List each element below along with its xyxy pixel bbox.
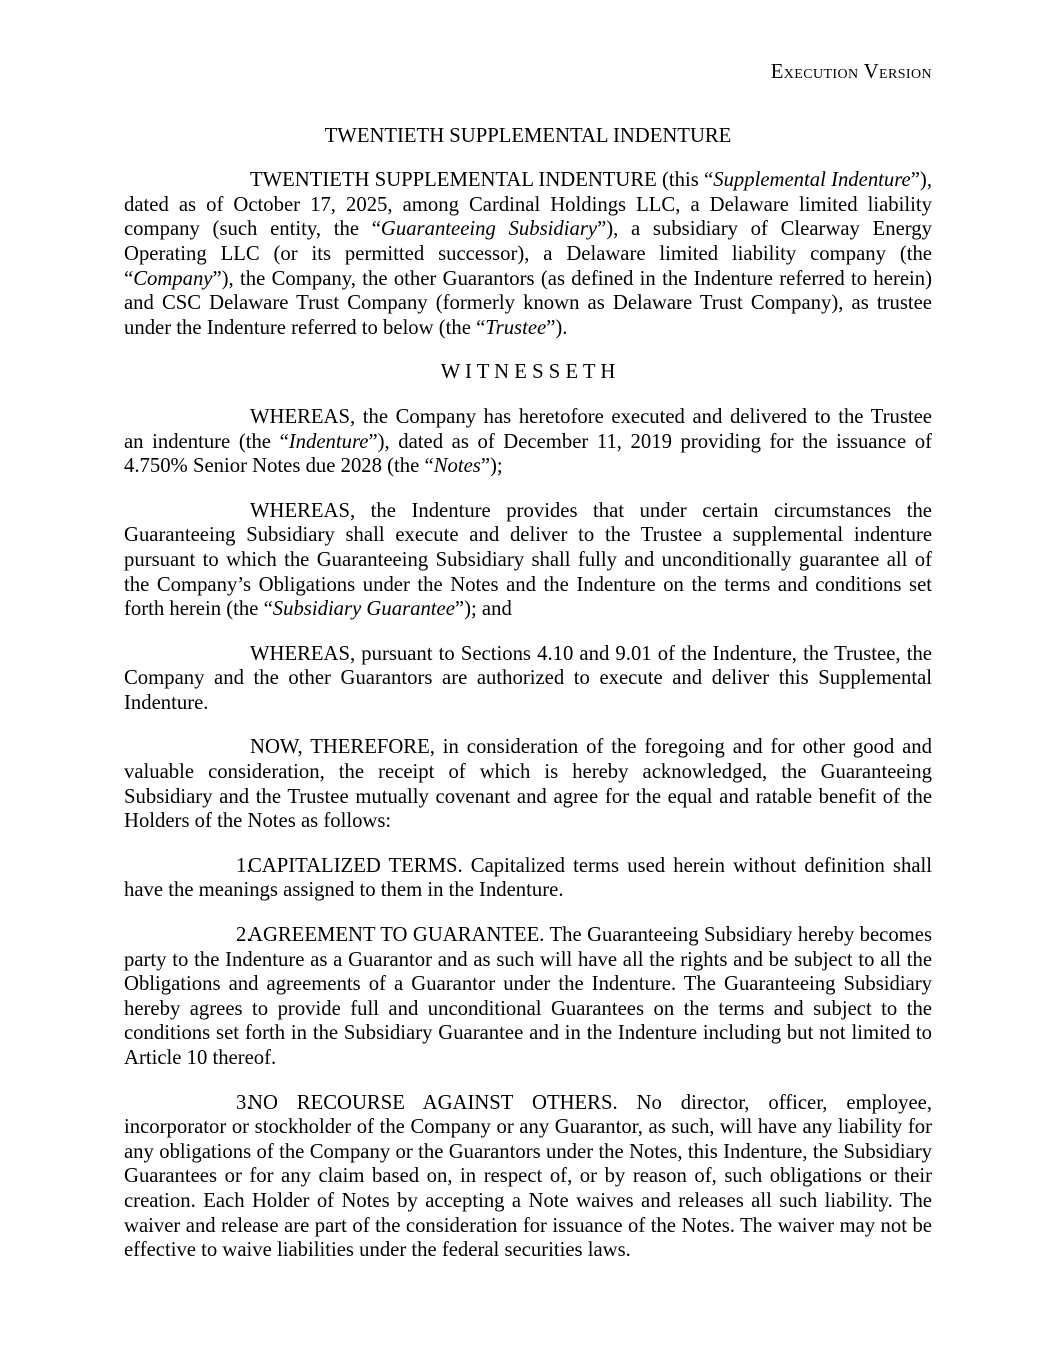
now-therefore-paragraph: NOW, THEREFORE, in consideration of the foregoing and for other good and valuable consideration, the receipt of which is hereby acknowledged, the Guaranteeing Subsidiary and the Trustee mutually covenant and agree for the equal and ratable benefit of the Holders of the Notes as follows: [124,736,932,833]
opening-paragraph: TWENTIETH SUPPLEMENTAL INDENTURE (this “Supplemental Indenture”), dated as of October 17, 2025, among Cardinal Holdings LLC, a Delaware limited liability company (such entity, the “Guaranteeing Subsidiary”), a subsidiary of Clearway Energy Operating LLC (or its permitted successor), a Delaware limited liability company (the “Company”), the Company, the other Guarantors (as defined in the Indenture referred to herein) and CSC Delaware Trust Company (formerly known as Delaware Trust Company), as trustee under the Indenture referred to below (the “Trustee”). [124,169,932,339]
whereas-paragraph-1: WHEREAS, the Company has heretofore executed and delivered to the Trustee an indenture (the “Indenture”), dated as of December 11, 2019 providing for the issuance of 4.750% Senior Notes due 2028 (the “Notes”); [124,405,933,478]
section-3-no-recourse-against-others: 3.NO RECOURSE AGAINST OTHERS. No director, officer, employee, incorporator or stockholder of the Company or any Guarantor, as such, will have any liability for any obligations of the Company or the Guarantors under the Notes, this Indenture, the Subsidiary Guarantees or for any claim based on, in respect of, or by reason of, such obligations or their creation. Each Holder of Notes by accepting a Note waives and releases all such liability. The waiver and release are part of the consideration for issuance of the Notes. The waiver may not be effective to waive liabilities under the federal securities laws. [124,1091,932,1262]
whereas-paragraph-2: WHEREAS, the Indenture provides that under certain circumstances the Guaranteeing Subsidiary shall execute and deliver to the Trustee a supplemental indenture pursuant to which the Guaranteeing Subsidiary shall fully and unconditionally guarantee all of the Company’s Obligations under the Notes and the Indenture on the terms and conditions set forth herein (the “Subsidiary Guarantee”); and [124,499,932,621]
document-title: TWENTIETH SUPPLEMENTAL INDENTURE [324,124,732,147]
section-3-no-recourse-against-others-number: 3. [236,1091,252,1114]
execution-version-label: Execution Version [770,61,932,83]
section-1-capitalized-terms: 1.CAPITALIZED TERMS. Capitalized terms used herein without definition shall have the meanings assigned to them in the Indenture. [124,854,932,902]
section-1-capitalized-terms-number: 1. [236,854,252,877]
section-2-agreement-to-guarantee: 2.AGREEMENT TO GUARANTEE. The Guaranteeing Subsidiary hereby becomes party to the Indenture as a Guarantor and as such will have all the rights and be subject to all the Obligations and agreements of a Guarantor under the Indenture. The Guaranteeing Subsidiary hereby agrees to provide full and unconditional Guarantees on the terms and subject to the conditions set forth in the Subsidiary Guarantee and in the Indenture including but not limited to Article 10 thereof. [124,924,932,1069]
document-body [124,168,932,1263]
whereas-paragraph-3: WHEREAS, pursuant to Sections 4.10 and 9.01 of the Indenture, the Trustee, the Company and the other Guarantors are authorized to execute and deliver this Supplemental Indenture. [124,642,932,714]
section-2-agreement-to-guarantee-number: 2. [236,924,252,947]
witnesseth-heading: W I T N E S S E T H [440,361,616,384]
